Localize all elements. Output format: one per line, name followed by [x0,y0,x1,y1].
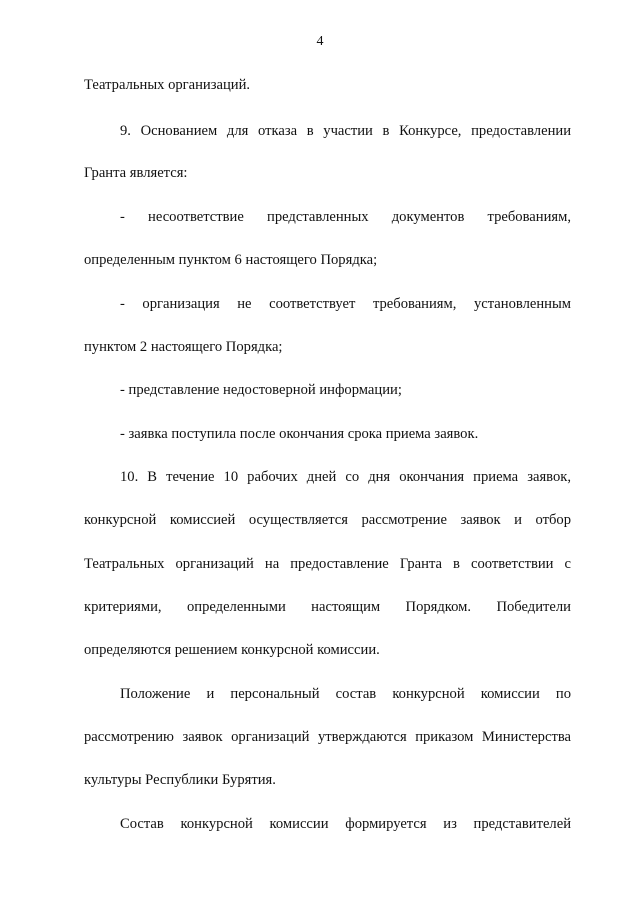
text-line-8: - представление недостоверной информации; [120,382,402,398]
text-line-3: Гранта является: [84,165,188,181]
text-line-2: 9. Основанием для отказа в участии в Конкурсе, предоставлении [120,123,571,139]
page-number: 4 [316,34,324,49]
text-line-5: определенным пунктом 6 настоящего Порядка; [84,252,378,268]
text-line-12: Театральных организаций на предоставление Гранта в соответствии с [84,556,571,572]
text-line-4: - несоответствие представленных документов требованиям, [120,209,571,225]
text-line-6: - организация не соответствует требованиям, установленным [120,296,571,312]
text-line-11: конкурсной комиссией осуществляется рассмотрение заявок и отбор [84,512,571,528]
text-line-14: определяются решением конкурсной комиссии. [84,642,380,658]
text-line-16: рассмотрению заявок организаций утверждаются приказом Министерства [84,729,571,745]
text-line-1: Театральных организаций. [84,77,251,93]
text-line-13: критериями, определенными настоящим Порядком. Победители [84,599,571,615]
text-line-18: Состав конкурсной комиссии формируется из представителей [120,816,571,832]
text-line-10: 10. В течение 10 рабочих дней со дня окончания приема заявок, [120,469,571,485]
text-line-15: Положение и персональный состав конкурсной комиссии по [120,686,571,702]
text-line-9: - заявка поступила после окончания срока приема заявок. [120,426,479,442]
text-line-17: культуры Республики Бурятия. [84,772,276,788]
text-line-7: пунктом 2 настоящего Порядка; [84,339,283,355]
